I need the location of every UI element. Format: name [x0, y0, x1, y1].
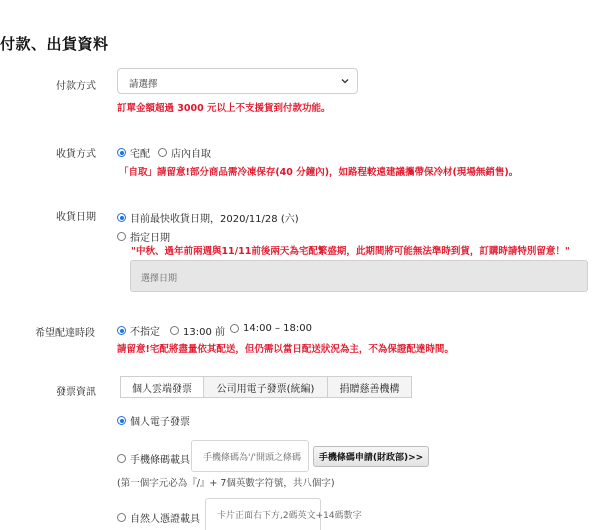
radio-selected-icon[interactable]: [117, 326, 126, 335]
mobile-carrier-placeholder: 手機條碼為'/'開頭之條碼: [203, 452, 301, 463]
invoice-option-personal-label: 個人電子發票: [130, 417, 190, 428]
time-option-14-18-label: 14:00 – 18:00: [243, 323, 312, 334]
radio-selected-icon[interactable]: [117, 148, 126, 157]
time-option-before-13[interactable]: [170, 323, 225, 338]
time-slot-label: 希望配達時段: [35, 328, 95, 339]
delivery-option-home-label: 宅配: [130, 149, 150, 160]
radio-unselected-icon[interactable]: [158, 148, 167, 157]
page-title: 付款、出貨資料: [0, 35, 109, 53]
delivery-date-warning: "中秋、過年前兩週與11/11前後兩天為宅配繁盛期，此期間將可能無法準時到貨，訂購時請特別留意！": [131, 246, 570, 257]
payment-method-label: 付款方式: [56, 81, 96, 92]
radio-unselected-icon[interactable]: [117, 454, 126, 463]
date-option-earliest[interactable]: [117, 210, 299, 225]
delivery-option-pickup-label: 店內自取: [171, 149, 211, 160]
invoice-option-personal[interactable]: [117, 413, 190, 428]
radio-selected-icon[interactable]: [117, 416, 126, 425]
invoice-option-citizen-cert[interactable]: [117, 510, 200, 525]
radio-unselected-icon[interactable]: [117, 232, 126, 241]
delivery-option-pickup[interactable]: [158, 145, 211, 160]
time-option-none-label: 不指定: [130, 327, 160, 338]
payment-warning: 訂單金額超過 3000 元以上不支援貨到付款功能。: [117, 103, 331, 114]
delivery-method-label: 收貨方式: [56, 149, 96, 160]
time-option-14-18[interactable]: [230, 323, 312, 334]
invoice-label: 發票資訊: [56, 387, 96, 398]
radio-unselected-icon[interactable]: [117, 513, 126, 522]
invoice-option-citizen-cert-label: 自然人憑證載具: [130, 514, 200, 525]
radio-unselected-icon[interactable]: [170, 326, 179, 335]
date-picker-input[interactable]: [130, 260, 588, 292]
date-option-specify-label: 指定日期: [130, 233, 170, 244]
time-slot-warning: 請留意!宅配將盡量依其配送，但仍需以當日配送狀況為主，不為保證配達時間。: [117, 344, 454, 355]
date-option-earliest-label: 目前最快收貨日期，2020/11/28 (六): [130, 214, 299, 225]
delivery-warning: 「自取」請留意!部分商品需冷凍保存(40 分鐘內)，如路程較遠建議攜帶保冷材(現場無銷售)。: [119, 167, 519, 178]
radio-unselected-icon[interactable]: [230, 324, 239, 333]
time-option-before-13-label: 13:00 前: [183, 327, 225, 338]
chevron-down-icon: [340, 76, 350, 86]
mobile-carrier-hint: (第一個字元必為『/』+ 7個英數字符號，共八個字): [117, 478, 335, 489]
time-option-none[interactable]: [117, 323, 160, 338]
citizen-cert-placeholder: 卡片正面右下方,2碼英文+14碼數字: [217, 511, 362, 521]
date-option-specify[interactable]: [117, 229, 170, 244]
radio-selected-icon[interactable]: [117, 213, 126, 222]
mobile-carrier-input[interactable]: [191, 440, 309, 472]
date-picker-placeholder: 選擇日期: [141, 274, 178, 284]
invoice-option-mobile-carrier-label: 手機條碼載具: [130, 455, 190, 466]
invoice-option-mobile-carrier[interactable]: [117, 451, 190, 466]
tab-donate-invoice[interactable]: 捐贈慈善機構: [328, 376, 412, 398]
tab-company-invoice[interactable]: 公司用電子發票(統編): [204, 376, 328, 398]
delivery-option-home[interactable]: [117, 145, 150, 160]
payment-method-select[interactable]: [117, 68, 358, 94]
delivery-date-label: 收貨日期: [56, 212, 96, 223]
invoice-tabs: [120, 376, 412, 398]
tab-personal-cloud-invoice[interactable]: 個人雲端發票: [120, 376, 204, 398]
payment-method-value: 請選擇: [129, 79, 158, 90]
mobile-carrier-apply-button[interactable]: 手機條碼申請(財政部)>>: [313, 446, 429, 467]
citizen-cert-input[interactable]: [205, 498, 362, 530]
